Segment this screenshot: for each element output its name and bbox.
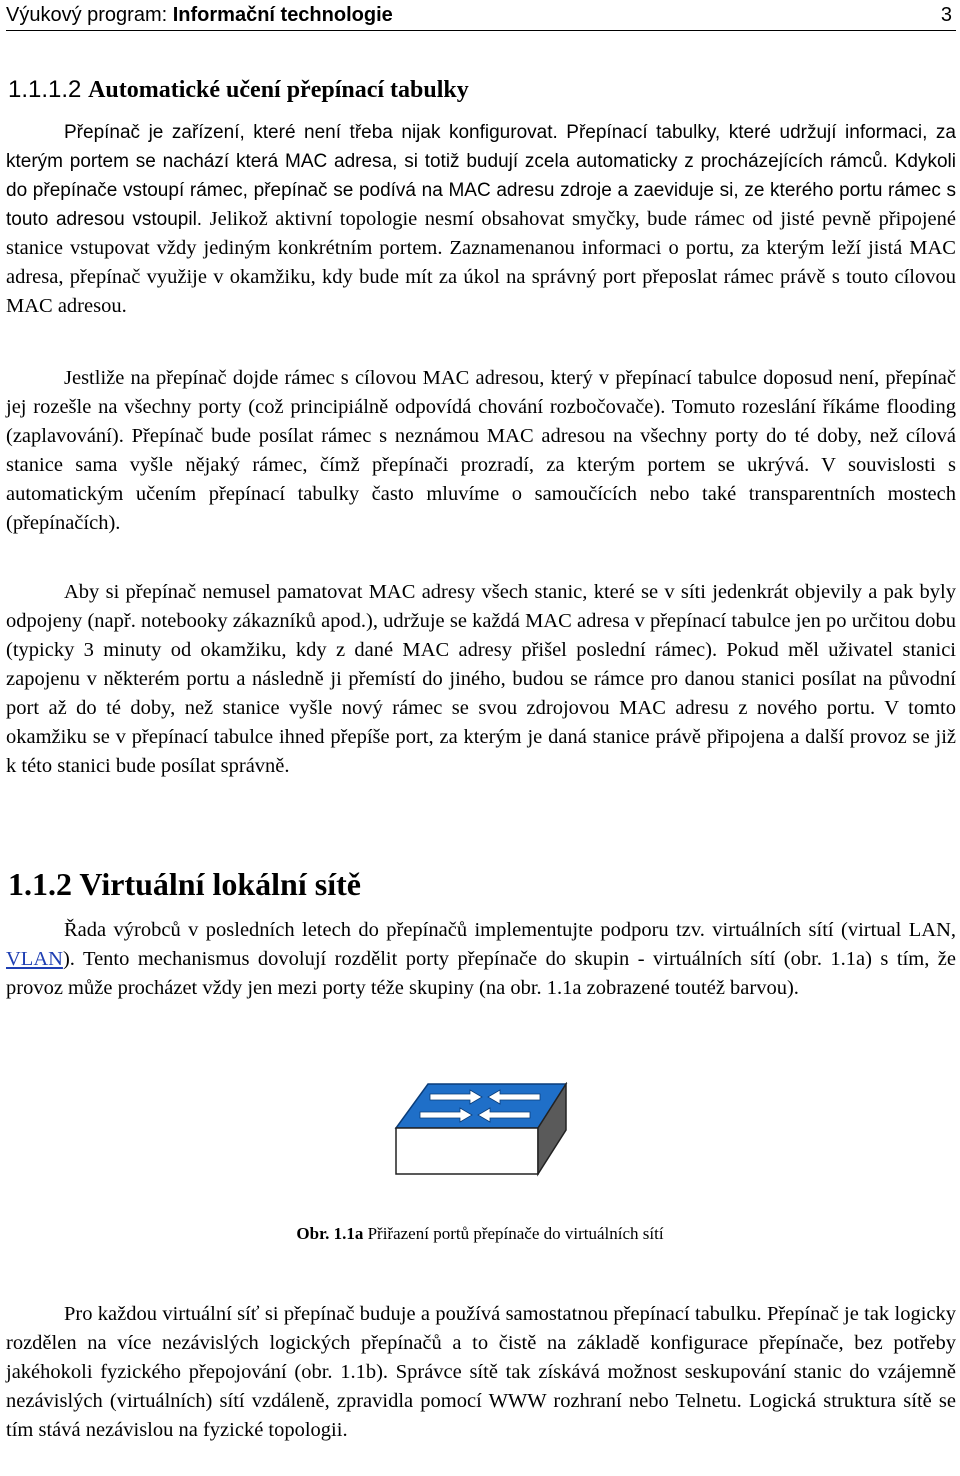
vlan-text-after: ). Tento mechanismus dovolují rozdělit porty přepínače do skupin - virtuálních sítí (obr. 1.1a) s tím, že provoz může procházet vždy jen mezi porty téže skupiny (na obr. 1.1a zobrazené toutéž barvou). [6,948,956,999]
paragraph-learning [6,118,956,321]
paragraph-flooding: Jestliže na přepínač dojde rámec s cílovou MAC adresou, který v přepínací tabulce doposud není, přepínač jej rozešle na všechny porty (což principiálně odpovídá chování rozbočovače). Tomuto rozeslání říkáme flooding (zaplavování). Přepínač bude posílat rámec s neznámou MAC adresou na všechny porty do té doby, než cílová stanice sama vyšle nějaký rámec, čímž přepínači prozradí, za kterým portem se ukrývá. V souvislosti s automatickým učením přepínací tabulky často mluvíme o samoučících nebo také transparentních mostech (přepínačích). [6,367,956,534]
page-header [6,0,956,31]
vlan-text-before: Řada výrobců v posledních letech do přepínačů implementujte podporu tzv. virtuálních sítí (virtual LAN, [64,919,956,941]
paragraph-vlan [6,916,956,1003]
section-heading-1-1-1-2 [8,76,469,104]
caption-label: Obr. 1.1a [296,1224,364,1243]
paragraph-learning-serif: Jelikož aktivní topologie nesmí obsahovat smyčky, bude rámec od jisté pevně připojené stanice vstupovat vždy jediným konkrétním portem. Zaznamenanou informaci o portu, za kterým leží jistá MAC adresa, přepínač využije v okamžiku, kdy bude mít za úkol na správný port přeposlat rámec právě s touto cílovou MAC adresou. [6,208,956,317]
paragraph-aging: Aby si přepínač nemusel pamatovat MAC adresy všech stanic, které se v síti jedenkrát objevily a pak byly odpojeny (např. notebooky zákazníků apod.), udržuje se každá MAC adresa v přepínací tabulce jen po určitou dobu (typicky 3 minuty od okamžiku, kdy z dané MAC adresy přišel poslední rámec). Pokud měl uživatel stanici zapojenu v některém portu a následně ji přemístí do jiného, budou se rámce pro danou stanici posílat na původní port až do té doby, než stanice vyšle nový rámec se svou zdrojovou MAC adresu z nového portu. V tomto okamžiku se v přepínací tabulce ihned přepíše port, za kterým je daná stanice právě připojena a další provoz se již k této stanici bude posílat správně. [6,581,956,777]
header-title [6,1,393,29]
figure-switch [390,1082,570,1178]
section-title: Automatické učení přepínací tabulky [88,77,469,103]
caption-text: Přiřazení portů přepínače do virtuálních sítí [363,1224,664,1243]
figure-caption [0,1222,960,1246]
header-program: Výukový program: [6,4,173,26]
section-number: 1.1.1.2 [8,76,89,103]
network-switch-icon [390,1082,570,1178]
page-number: 3 [940,4,952,26]
header-subject: Informační technologie [172,4,393,26]
section-heading-vlan: 1.1.2 Virtuální lokální sítě [8,866,361,902]
vlan-link[interactable]: VLAN [6,948,63,970]
paragraph-learning-sans: Přepínač je zařízení, které není třeba nijak konfigurovat. Přepínací tabulky, které udržují informaci, za kterým portem se nachází která MAC adresa, si totiž budují zcela automaticky z procházejících rámců. Kdykoli do přepínače vstoupí rámec, přepínač se podívá na MAC adresu zdroje a zaeviduje si, ze kterého portu rámec s touto adresou vstoupil. [6,122,956,230]
paragraph-vlan-tables: Pro každou virtuální síť si přepínač buduje a používá samostatnou přepínací tabulku. Přepínač je tak logicky rozdělen na více nezávislých logických přepínačů a to čistě na základě konfigurace přepínače, bez potřeby jakéhokoli fyzického přepojování (obr. 1.1b). Správce sítě tak získává možnost seskupování stanic do vzájemně nezávislých (virtuálních) sítí vzdáleně, zpravidla pomocí WWW rozhraní nebo Telnetu. Logická struktura sítě se tím stává nezávislou na fyzické topologii. [6,1303,956,1441]
